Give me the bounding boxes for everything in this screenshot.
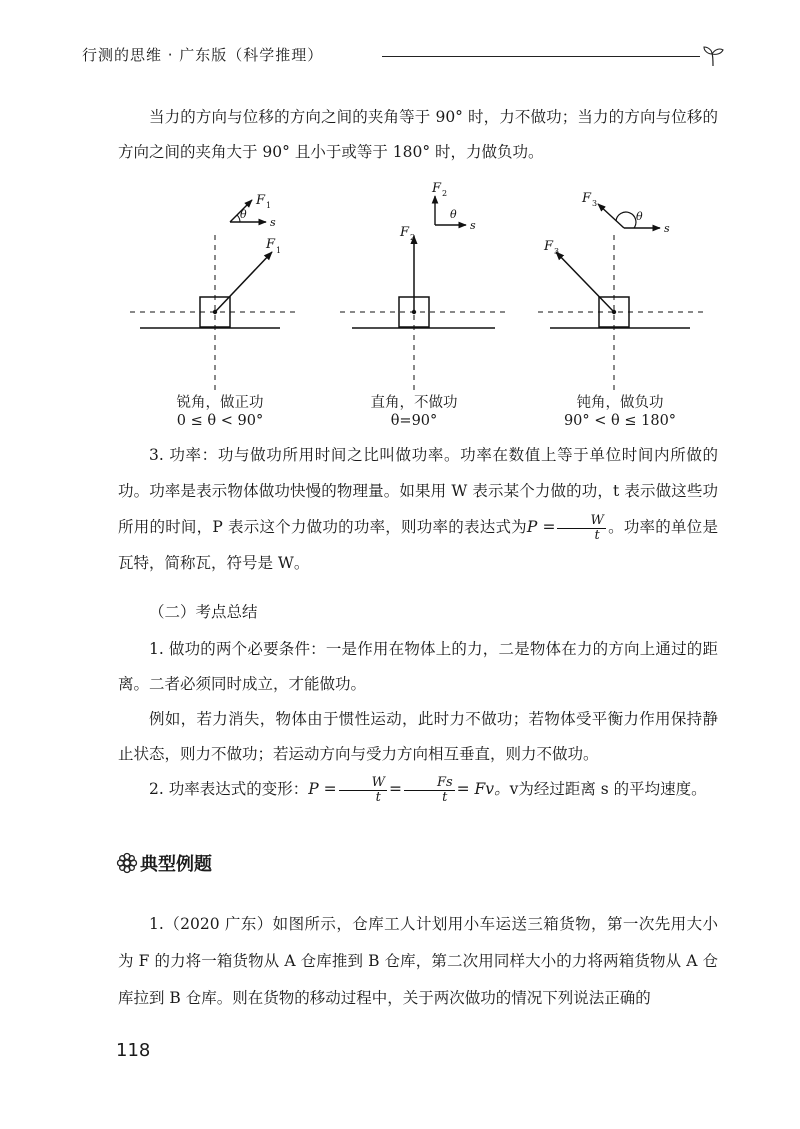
svg-text:F: F (582, 191, 592, 206)
summary-point-1: 1. 做功的两个必要条件：一是作用在物体上的力，二是物体在力的方向上通过的距离。二者必须同时成立，才能做功。 (118, 640, 718, 693)
svg-text:s: s (470, 219, 476, 232)
svg-text:F: F (266, 237, 276, 252)
example-question: 1.（2020 广东）如图所示，仓库工人计划用小车运送三箱货物，第一次先用大小为 F 的力将一箱货物从 A 仓库推到 B 仓库，第二次用同样大小的力将两箱货物从 A 仓库拉到 B 仓库。则在货物的移动过程中，关于两次做功的情况下列说法正确的 (118, 915, 718, 1007)
power-formula: $\frac{W}{t}$ (557, 514, 605, 543)
intro-paragraph: 当力的方向与位移的方向之间的夹角等于 90° 时，力不做功；当力的方向与位移的方向之间的夹角大于 90° 且小于或等于 180° 时，力做负功。 (118, 108, 718, 161)
svg-text:θ: θ (636, 210, 643, 223)
power-paragraph: 3. 功率：功与做功所用时间之比叫做功率。功率在数值上等于单位时间内所做的功。功率是表示物体做功快慢的物理量。如果用 W 表示某个力做的功，t 表示做这些功所用的时间，P 表示这个力做功的功率，则功率的表达式为P = $\frac{W}{t}$ 。功率的单位是瓦特，简称瓦，符号是 W。 (118, 446, 718, 572)
svg-text:3: 3 (592, 199, 598, 208)
header-rule (382, 56, 700, 57)
example-heading-text: 典型例题 (140, 854, 212, 875)
svg-text:1: 1 (276, 246, 282, 255)
summary-point-2: 2. 功率表达式的变形：P = $\frac{W}{t}$ = $\frac{Fs}{t}$ = Fv。v为经过距离 s 的平均速度。 (149, 774, 707, 805)
page-header (82, 44, 722, 72)
header-title: 行测的思维 · 广东版（科学推理） (82, 46, 324, 64)
svg-text:s: s (270, 216, 276, 229)
svg-text:3: 3 (554, 247, 560, 256)
panel-right (340, 181, 510, 390)
panel-obtuse (538, 191, 705, 390)
svg-text:s: s (664, 222, 670, 235)
summary-example: 例如，若力消失，物体由于惯性运动，此时力不做功；若物体受平衡力作用保持静止状态，则力不做功；若运动方向与受力方向相互垂直，则力不做功。 (118, 710, 718, 763)
svg-text:θ: θ (450, 208, 457, 221)
svg-text:2: 2 (410, 233, 416, 242)
force-diagrams (130, 180, 710, 390)
section-label-summary: （二）考点总结 (149, 603, 258, 621)
caption-acute: 锐角，做正功 0 ≤ θ < 90° (176, 395, 264, 429)
caption-obtuse: 钝角，做负功 90° < θ ≤ 180° (563, 395, 677, 429)
svg-text:F: F (400, 225, 410, 240)
svg-text:F: F (432, 181, 442, 196)
svg-text:1: 1 (266, 201, 272, 210)
panel-acute (130, 193, 295, 390)
example-section-heading (116, 850, 212, 878)
svg-text:F: F (544, 239, 554, 254)
svg-text:θ: θ (240, 208, 247, 221)
svg-text:2: 2 (442, 189, 448, 198)
caption-right: 直角，不做功 θ=90° (370, 395, 458, 429)
flower-icon (116, 852, 138, 874)
work-angle-figure (130, 180, 710, 430)
page-number: 118 (116, 1040, 151, 1061)
sprout-icon (700, 44, 726, 68)
svg-text:F: F (256, 193, 266, 208)
